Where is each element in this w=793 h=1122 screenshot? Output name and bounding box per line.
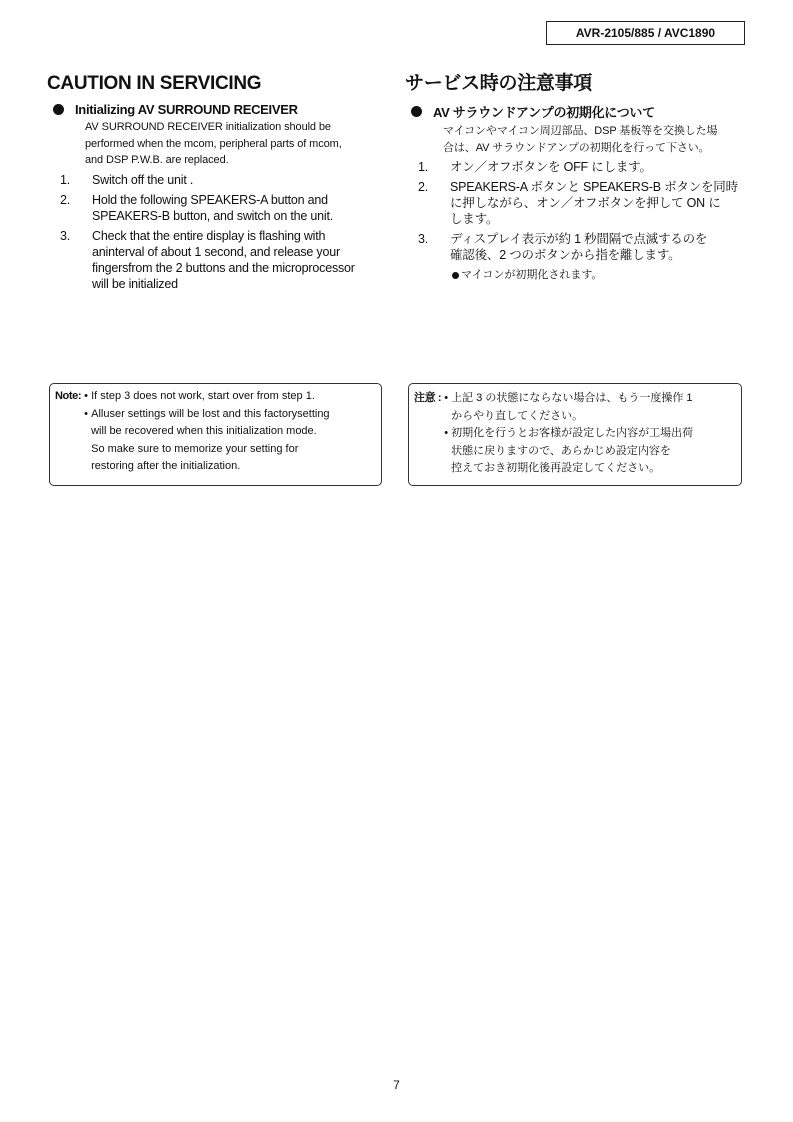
english-intro <box>85 119 392 169</box>
step-text <box>92 172 392 188</box>
step-line: aninterval of about 1 second, and release your <box>92 244 340 259</box>
bullet-icon <box>411 106 422 117</box>
step-line: ディスプレイ表示が約 1 秒間隔で点滅するのを <box>450 232 708 246</box>
japanese-steps <box>405 159 750 263</box>
note-item <box>441 390 735 425</box>
note-line: 状態に戻りますので、あらかじめ設定内容を <box>451 444 671 457</box>
japanese-intro <box>443 123 750 156</box>
step-number: 1. <box>60 172 71 187</box>
japanese-intro-line: 合は、AV サラウンドアンプの初期化を行って下さい。 <box>443 141 710 154</box>
bullet-icon: • <box>84 407 89 420</box>
step-number: 3. <box>418 232 429 246</box>
english-step <box>47 228 392 292</box>
bullet-icon <box>53 104 64 115</box>
step-number: 3. <box>60 228 71 243</box>
note-line: If step 3 does not work, start over from step 1. <box>91 390 315 402</box>
note-line: So make sure to memorize your setting for <box>91 442 299 455</box>
note-item <box>441 425 735 478</box>
step-text <box>92 228 392 292</box>
japanese-subtitle-text: AV サラウンドアンプの初期化について <box>433 105 655 120</box>
step-line: SPEAKERS-B button, and switch on the unit. <box>92 208 334 223</box>
step-line: SPEAKERS-A ボタンと SPEAKERS-B ボタンを同時 <box>450 180 738 194</box>
japanese-title: サービス時の注意事項 <box>405 73 593 94</box>
step-number: 2. <box>418 180 429 194</box>
english-subtitle <box>53 102 392 117</box>
japanese-step <box>405 231 750 263</box>
note-line: restoring after the initialization. <box>91 460 241 472</box>
note-item <box>81 406 375 476</box>
page-number: 7 <box>393 1078 400 1092</box>
japanese-step-result <box>452 267 750 283</box>
step-line: に押しながら、オン／オフボタンを押して ON に <box>450 196 721 210</box>
note-line: will be recovered when this initialization mode. <box>91 425 317 437</box>
step-text <box>450 179 750 227</box>
english-step <box>47 192 392 224</box>
model-number-box <box>546 21 745 45</box>
step-text <box>450 159 750 175</box>
japanese-step <box>405 179 750 227</box>
bullet-icon: • <box>444 392 449 404</box>
step-line: Hold the following SPEAKERS-A button and <box>92 192 328 207</box>
japanese-step <box>405 159 750 175</box>
step-line: オン／オフボタンを OFF にします。 <box>450 160 652 174</box>
japanese-note-box <box>408 383 742 486</box>
step-text <box>450 231 750 263</box>
english-title: CAUTION IN SERVICING <box>47 73 262 94</box>
note-label: 注意 : <box>414 392 442 404</box>
note-line: Alluser settings will be lost and this factorysetting <box>91 407 330 420</box>
english-intro-line: performed when the mcom, peripheral parts of mcom, <box>85 137 342 150</box>
bullet-icon: • <box>444 427 449 439</box>
bullet-icon <box>452 272 459 279</box>
step-line: will be initialized <box>92 276 178 291</box>
step-text <box>92 192 392 224</box>
japanese-section <box>405 72 750 283</box>
model-number: AVR-2105/885 / AVC1890 <box>575 26 716 40</box>
note-line: 上記 3 の状態にならない場合は、もう一度操作 1 <box>451 392 693 404</box>
step-line: Check that the entire display is flashing with <box>92 228 326 243</box>
english-note-box <box>49 383 382 486</box>
step-line: 確認後、2 つのボタンから指を離します。 <box>450 248 681 262</box>
english-intro-line: AV SURROUND RECEIVER initialization should be <box>85 121 331 133</box>
japanese-subtitle <box>411 102 750 121</box>
japanese-intro-line: マイコンやマイコン周辺部品、DSP 基板等を交換した場 <box>443 125 718 137</box>
english-steps <box>47 172 392 292</box>
japanese-step-result-text: マイコンが初期化されます。 <box>461 269 603 281</box>
english-section <box>47 72 392 296</box>
note-line: からやり直してください。 <box>451 409 584 422</box>
step-line: します。 <box>450 212 499 226</box>
english-step <box>47 172 392 188</box>
english-intro-line: and DSP P.W.B. are replaced. <box>85 154 229 166</box>
step-line: Switch off the unit . <box>92 172 194 187</box>
step-number: 2. <box>60 192 71 207</box>
note-label: Note: <box>55 390 82 402</box>
note-item <box>81 388 375 406</box>
english-subtitle-text: Initializing AV SURROUND RECEIVER <box>75 102 298 117</box>
step-number: 1. <box>418 160 429 174</box>
bullet-icon: • <box>84 390 89 402</box>
step-line: fingersfrom the 2 buttons and the microprocessor <box>92 260 355 275</box>
note-line: 初期化を行うとお客様が設定した内容が工場出荷 <box>451 427 694 439</box>
note-line: 控えておき初期化後再設定してください。 <box>451 462 661 474</box>
